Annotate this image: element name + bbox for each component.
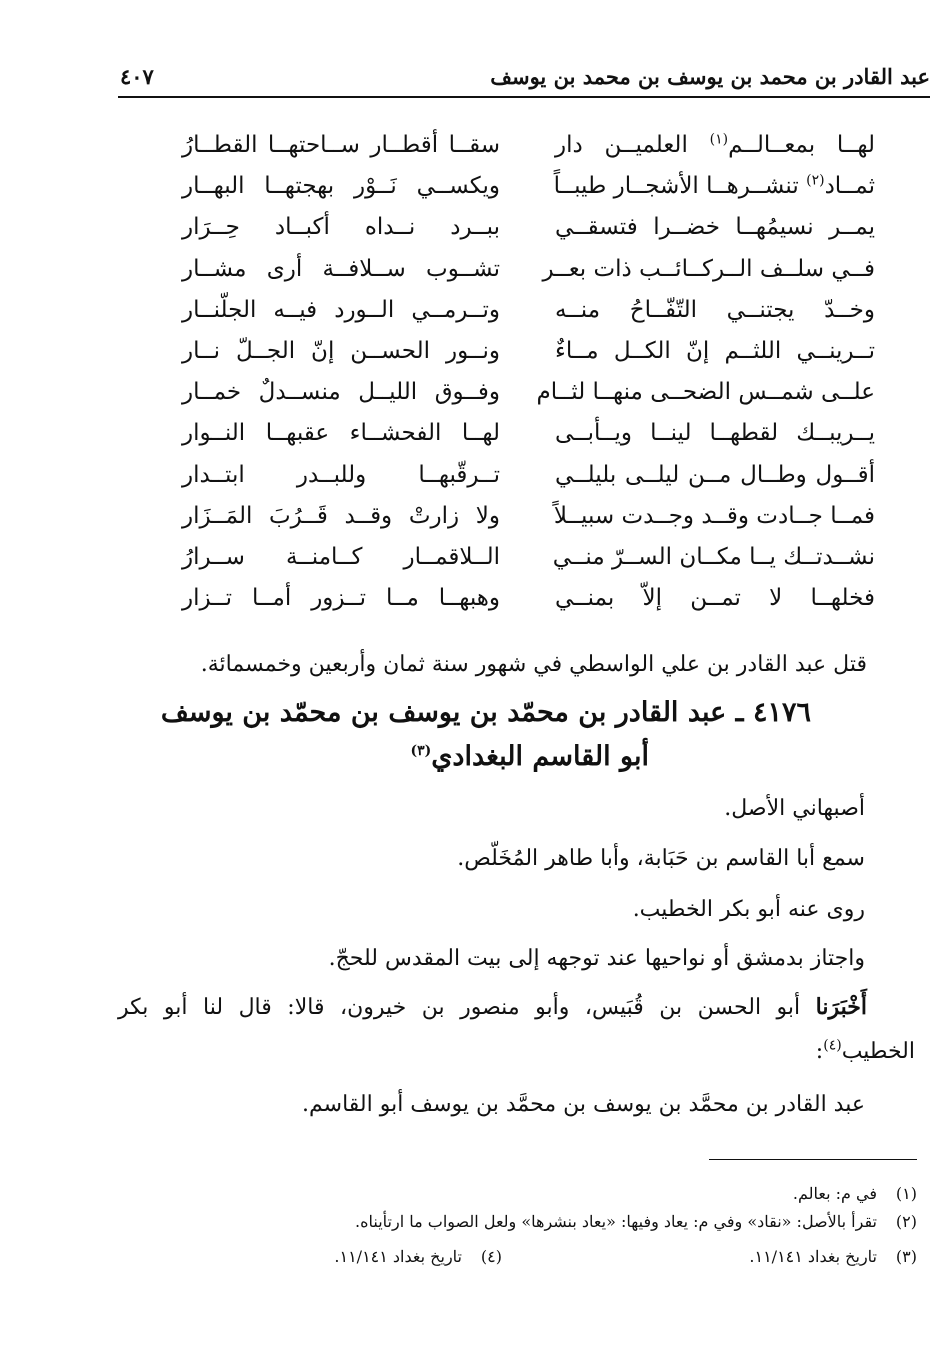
verse <box>150 173 875 214</box>
verse-second-hemistich: وهبهــا مــا تــزور أمــا تــزار <box>182 585 500 612</box>
verse-first-hemistich <box>552 543 875 570</box>
entry-title-name: أبو القاسم البغدادي <box>431 741 649 772</box>
verse-first-hemistich <box>536 379 875 406</box>
footnote-number: (٢) <box>895 1212 917 1231</box>
verse-second-hemistich: وتــرمــي الــورد فيــه الجلّنــار <box>182 296 500 323</box>
footnote-1 <box>793 1184 917 1203</box>
hemistich-text: فخلهــا لا تمــن إلاّ بمنــي <box>555 585 875 612</box>
hemistich-text: تــرينــي اللثــم إنّ الكــل مــاءٌ <box>555 337 875 364</box>
verse <box>150 338 875 379</box>
verse-second-hemistich: ويكســي نَــوْر بهجتهــا البهــار <box>182 173 500 200</box>
verse-first-hemistich <box>555 585 875 611</box>
hemistich-text-rest: العلميــن دار <box>555 132 710 158</box>
hemistich-text: يــريبــك لقطهــا لينــا ويــأبــى <box>555 420 875 447</box>
page-number: ٤٠٧ <box>120 64 154 89</box>
chain-colon: : <box>815 1039 824 1064</box>
verse-first-hemistich <box>555 462 875 488</box>
footnote-separator <box>709 1159 917 1160</box>
verse-first-hemistich <box>542 255 875 282</box>
hemistich-text: أقــول وطــال مــن ليلــى بليلــي <box>555 461 875 488</box>
footnote-ref: (٢) <box>806 172 825 189</box>
verse <box>150 297 875 338</box>
footnote-text: تاريخ بغداد ١١/١٤١. <box>749 1247 877 1266</box>
footnote-text: في م: بعالم. <box>792 1184 877 1203</box>
entry-title-line-2 <box>411 741 649 772</box>
footnote-text: تاريخ بغداد ١١/١٤١. <box>334 1247 462 1266</box>
verse-second-hemistich: لهــا الفحشــاء عقبهــا النــوار <box>182 420 500 447</box>
hemistich-text: ثمــاد <box>824 173 875 200</box>
footnote-text: تقرأ بالأصل: «نقاد» وفي م: يعاد وفيها: «يعاد بنشرها» ولعل الصواب ما ارتأيناه. <box>355 1212 877 1231</box>
paragraph-travel: واجتاز بدمشق أو نواحيها عند توجهه إلى بيت المقدس للحجّ. <box>328 946 865 971</box>
poem <box>150 132 875 626</box>
footnote-number: (١) <box>895 1184 917 1203</box>
verse-second-hemistich: وفــوق الليــل منســدلٌ خمــار <box>182 379 500 406</box>
paragraph-quote: عبد القادر بن محمَّد بن يوسف بن محمَّد بن يوسف أبو القاسم. <box>302 1092 865 1117</box>
footnote-3 <box>749 1247 917 1266</box>
verse <box>150 132 875 173</box>
footnote-4 <box>334 1247 502 1266</box>
paragraph-heard: سمع أبا القاسم بن حَبَابة، وأبا طاهر المُخَلّص. <box>457 846 865 871</box>
verse <box>150 420 875 461</box>
running-header <box>118 62 930 98</box>
verse-second-hemistich: ببــرد نــداه أكبــاد حِــرَار <box>182 214 500 241</box>
verse <box>150 379 875 420</box>
entry-title-line-1: ٤١٧٦ ـ عبد القادر بن محمّد بن يوسف بن محمّد بن يوسف <box>160 697 811 728</box>
verse-second-hemistich: تــرقّبهــا وللبــدر ابتــدار <box>182 461 500 488</box>
akhbarana-keyword: أَخْبَرَنا <box>815 994 867 1020</box>
chain-end-text: الخطيب <box>841 1039 915 1064</box>
paragraph-narrated: روى عنه أبو بكر الخطيب. <box>632 897 865 922</box>
hemistich-text: لهــا بمعــالــم <box>728 132 875 158</box>
paragraph-chain-end <box>816 1039 915 1064</box>
footnote-ref-3: (٣) <box>410 743 432 759</box>
chain-text: أبو الحسن بن قُبَيس، وأبو منصور بن خيرون، قالا: قال لنا أبو بكر <box>118 995 816 1020</box>
verse-second-hemistich: ونــور الحســن إنّ الجــلّ نــار <box>182 337 500 364</box>
footnote-ref-4: (٤) <box>823 1037 842 1054</box>
verse <box>150 214 875 255</box>
verse-second-hemistich: تشــوب ســلافــة أرى مشــار <box>182 255 500 282</box>
verse-second-hemistich: ولا زارتْ وقــد قَــرُبَ المَــزَار <box>182 502 500 529</box>
verse-first-hemistich <box>555 338 875 364</box>
verse-first-hemistich <box>555 173 875 199</box>
verse-second-hemistich: سقــا أقطــار ســاحتهــا القطــارُ <box>182 132 500 158</box>
verse-first-hemistich <box>555 297 875 323</box>
verse <box>150 503 875 544</box>
hemistich-text: نشــدتــك يــا مكــان الســرّ منــي <box>552 543 875 570</box>
verse <box>150 544 875 585</box>
verse-first-hemistich <box>555 214 875 240</box>
verse-first-hemistich <box>555 503 875 529</box>
verse-second-hemistich: الــلاقمــار كــامنــة ســرارُ <box>182 543 500 570</box>
hemistich-text: فمــا جــادت وقــد وجــدت سبيــلاً <box>553 502 875 529</box>
footnote-number: (٤) <box>480 1247 502 1266</box>
verse <box>150 585 875 626</box>
paragraph-origin: أصبهاني الأصل. <box>724 796 865 821</box>
paragraph-chain <box>118 994 867 1020</box>
footnote-2 <box>355 1212 917 1231</box>
verse-first-hemistich <box>555 132 875 158</box>
footnote-ref: (١) <box>709 131 729 148</box>
verse <box>150 256 875 297</box>
footnote-number: (٣) <box>895 1247 917 1266</box>
hemistich-text: فــي سلــف الــركــائــب ذات بعــر <box>542 255 875 282</box>
verse <box>150 462 875 503</box>
hemistich-text: يمــر نسيمُهــا خضــرا فتسقــي <box>555 214 875 241</box>
hemistich-text: علــى شمــس الضحــى منهــا لثــام <box>536 379 875 406</box>
running-title: عبد القادر بن محمد بن يوسف بن محمد بن يوسف <box>490 64 930 89</box>
hemistich-text-rest: تنشــرهــا الأشجــار طيبــاً <box>553 173 807 200</box>
verse-first-hemistich <box>555 420 875 446</box>
hemistich-text: وخــدّ يجتنــي التّفّــاحُ منــه <box>555 296 875 323</box>
death-line: قتل عبد القادر بن علي الواسطي في شهور سنة ثمان وأربعين وخمسمائة. <box>200 652 867 677</box>
